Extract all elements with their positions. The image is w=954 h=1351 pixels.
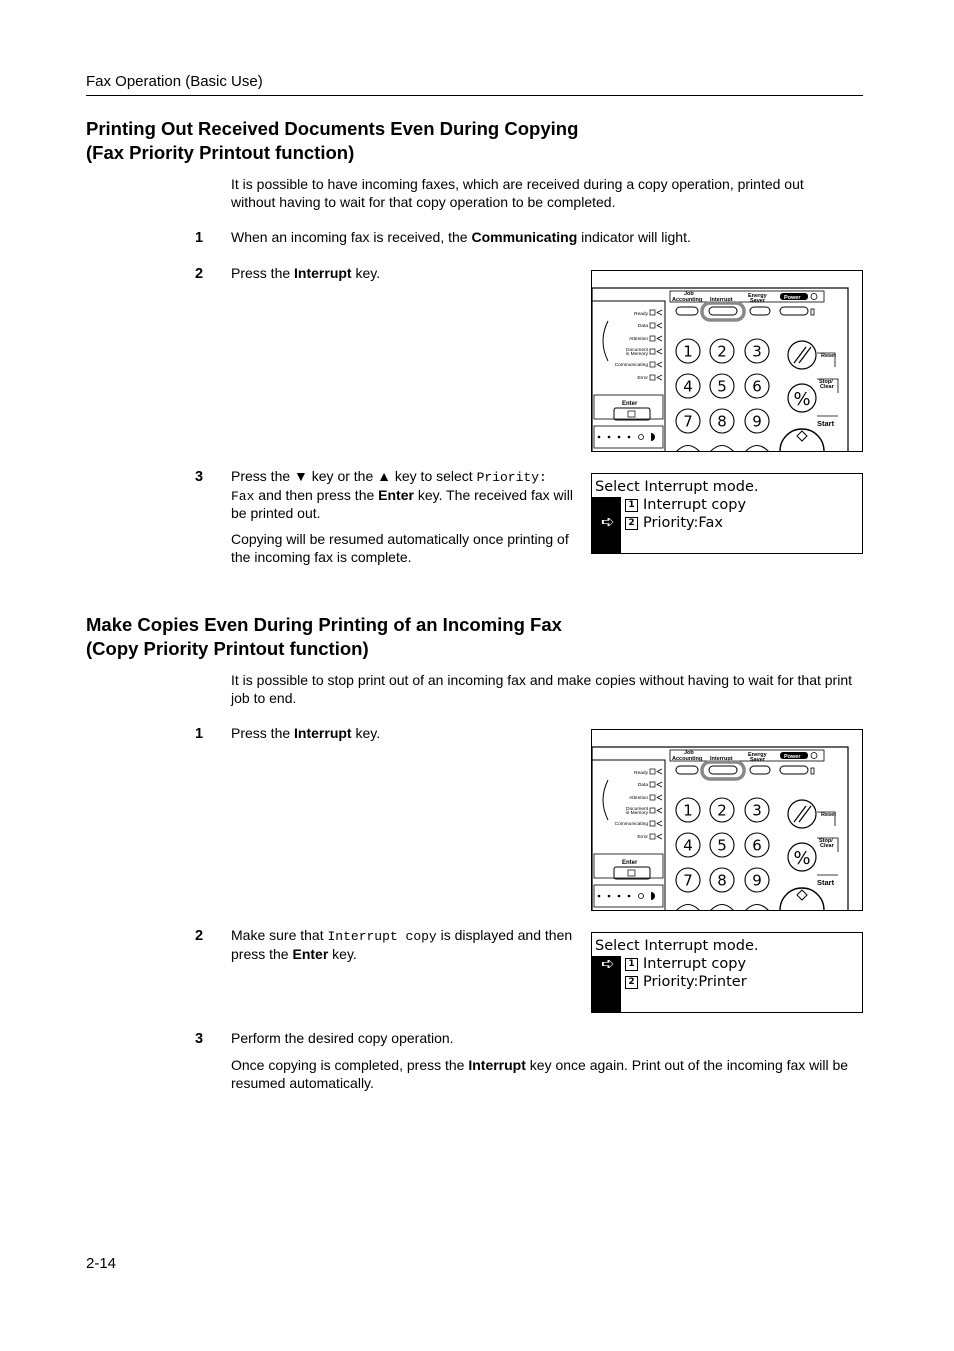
indicator-label: Error bbox=[637, 376, 648, 381]
keypad-digit: 3 bbox=[752, 342, 762, 361]
indicator-arrow-icon bbox=[657, 336, 662, 341]
indicator-arrow-icon bbox=[657, 808, 662, 813]
keypad-key-partial bbox=[710, 905, 734, 911]
panel-label: Energy bbox=[748, 293, 767, 299]
interrupt-key-highlight bbox=[702, 762, 744, 779]
power-icon bbox=[811, 753, 817, 759]
cursor-dot bbox=[628, 895, 631, 898]
header-rule bbox=[86, 95, 863, 96]
indicator-panel bbox=[592, 301, 665, 451]
step-text: When an incoming fax is received, the Communicating indicator will light. bbox=[231, 229, 691, 245]
indicator-lamp-icon bbox=[650, 310, 655, 315]
keypad-digit: 4 bbox=[683, 836, 693, 855]
indicator-label: Ready bbox=[634, 312, 648, 317]
option-number: 1 bbox=[625, 499, 638, 512]
power-indicator bbox=[811, 768, 814, 774]
reset-icon bbox=[794, 347, 811, 363]
indicator-arrow-icon bbox=[657, 310, 662, 315]
indicator-label: Attention bbox=[629, 337, 648, 342]
section2-heading bbox=[86, 613, 562, 661]
enter-key bbox=[614, 867, 650, 879]
keypad-digit: 2 bbox=[717, 342, 727, 361]
stop-label: Stop/ bbox=[819, 838, 833, 844]
step-number: 1 bbox=[195, 726, 204, 742]
keypad-key-partial bbox=[745, 446, 769, 452]
running-header: Fax Operation (Basic Use) bbox=[86, 73, 263, 90]
lcd-display bbox=[591, 473, 863, 554]
lcd-option bbox=[625, 956, 746, 972]
indicator-lamp-icon bbox=[650, 782, 655, 787]
indicator-arrow-icon bbox=[657, 821, 662, 826]
panel-label: Saver bbox=[750, 298, 765, 304]
step-note: Copying will be resumed automatically once printing of the incoming fax is complete. bbox=[231, 531, 569, 565]
indicator-label: Data bbox=[637, 783, 648, 788]
step-note: Once copying is completed, press the Interrupt key once again. Print out of the incoming fax will be resumed automatically. bbox=[231, 1057, 849, 1091]
top-key bbox=[780, 766, 808, 774]
option-label: Priority:Fax bbox=[643, 515, 723, 531]
step-number: 2 bbox=[195, 928, 204, 944]
indicator-lamp-icon bbox=[650, 769, 655, 774]
reset-key bbox=[788, 800, 816, 828]
indicator-lamp-icon bbox=[650, 349, 655, 354]
keypad-digit: 1 bbox=[683, 801, 693, 820]
cursor-dot bbox=[618, 436, 621, 439]
indicator-label: Data bbox=[637, 324, 648, 329]
start-label: Start bbox=[817, 419, 835, 428]
keypad-key-partial bbox=[745, 905, 769, 911]
keypad-digit: 2 bbox=[717, 801, 727, 820]
top-key bbox=[750, 307, 770, 315]
top-key bbox=[709, 307, 737, 315]
indicator-arrow-icon bbox=[657, 362, 662, 367]
selection-arrow-icon: ➪ bbox=[601, 954, 615, 973]
enter-key-area bbox=[594, 395, 663, 419]
option-number: 2 bbox=[625, 976, 638, 989]
indicator-arrow-icon bbox=[657, 834, 662, 839]
lcd-title: Select Interrupt mode. bbox=[595, 938, 759, 954]
clear-label: Clear bbox=[820, 843, 834, 849]
power-label: Power bbox=[784, 754, 801, 760]
enter-key-area bbox=[594, 854, 663, 878]
step-text: Make sure that Interrupt copy is displayed and then press the Enter key. bbox=[231, 927, 573, 962]
indicator-arrow-icon bbox=[657, 782, 662, 787]
page-number: 2-14 bbox=[86, 1255, 117, 1272]
enter-key bbox=[614, 408, 650, 420]
indicator-lamp-icon bbox=[650, 323, 655, 328]
indicator-lamp-icon bbox=[650, 808, 655, 813]
keypad-digit: 1 bbox=[683, 342, 693, 361]
keypad-digit: 8 bbox=[717, 871, 727, 890]
panel-curve bbox=[603, 780, 608, 820]
step-text: Perform the desired copy operation. bbox=[231, 1030, 454, 1046]
section1-heading bbox=[86, 117, 578, 165]
panel-label: Accounting bbox=[672, 297, 703, 303]
top-key bbox=[676, 766, 698, 774]
clear-label: Clear bbox=[820, 384, 834, 390]
keypad-digit: 6 bbox=[752, 377, 762, 396]
keypad-key-partial bbox=[710, 446, 734, 452]
keypad-digit: 7 bbox=[683, 871, 693, 890]
start-key bbox=[780, 888, 824, 910]
option-number: 2 bbox=[625, 517, 638, 530]
top-key bbox=[709, 766, 737, 774]
reset-icon bbox=[794, 806, 811, 822]
indicator-lamp-icon bbox=[650, 821, 655, 826]
keypad-digit: 9 bbox=[752, 871, 762, 890]
enter-label: Enter bbox=[622, 401, 638, 407]
panel-label: Saver bbox=[750, 757, 765, 763]
panel-label: Job bbox=[684, 750, 694, 756]
indicator-lamp-icon bbox=[650, 795, 655, 800]
keypad-key-partial bbox=[676, 905, 700, 911]
control-panel-drawing bbox=[592, 271, 862, 451]
indicator-label: Communicating bbox=[614, 363, 648, 368]
enter-icon bbox=[628, 411, 635, 417]
section2-heading-line1: Make Copies Even During Printing of an Incoming Fax bbox=[86, 614, 562, 635]
control-panel-drawing bbox=[592, 730, 862, 910]
cursor-half-icon bbox=[651, 892, 655, 900]
stop-label: Stop/ bbox=[819, 379, 833, 385]
indicator-arrow-icon bbox=[657, 375, 662, 380]
panel-curve bbox=[603, 321, 608, 361]
top-key bbox=[780, 307, 808, 315]
enter-label: Enter bbox=[622, 860, 638, 866]
interrupt-key-highlight bbox=[702, 303, 744, 320]
indicator-lamp-icon bbox=[650, 336, 655, 341]
lcd-title: Select Interrupt mode. bbox=[595, 479, 759, 495]
control-panel-illustration bbox=[591, 270, 863, 452]
indicator-arrow-icon bbox=[657, 795, 662, 800]
stop-clear-icon: % bbox=[793, 389, 811, 410]
option-label: Interrupt copy bbox=[643, 956, 747, 972]
power-label: Power bbox=[784, 295, 801, 301]
step-number: 1 bbox=[195, 230, 204, 246]
reset-key bbox=[788, 341, 816, 369]
indicator-label: Ready bbox=[634, 771, 648, 776]
start-icon bbox=[797, 890, 807, 900]
indicator-label: Document bbox=[626, 348, 648, 353]
reset-label: Reset bbox=[821, 812, 836, 818]
cursor-dot bbox=[618, 895, 621, 898]
keypad-digit: 9 bbox=[752, 412, 762, 431]
cursor-dot bbox=[598, 436, 601, 439]
cursor-dot bbox=[608, 436, 611, 439]
step-number: 3 bbox=[195, 1031, 204, 1047]
option-number: 1 bbox=[625, 958, 638, 971]
panel-label: Interrupt bbox=[710, 297, 733, 303]
stop-clear-icon: % bbox=[793, 848, 811, 869]
indicator-lamp-icon bbox=[650, 362, 655, 367]
keypad-digit: 4 bbox=[683, 377, 693, 396]
indicator-lamp-icon bbox=[650, 834, 655, 839]
cursor-dot bbox=[608, 895, 611, 898]
indicator-label: Document bbox=[626, 807, 648, 812]
panel-label: Job bbox=[684, 291, 694, 297]
indicator-arrow-icon bbox=[657, 769, 662, 774]
cursor-circle bbox=[639, 894, 644, 899]
keypad-digit: 8 bbox=[717, 412, 727, 431]
lcd-display bbox=[591, 932, 863, 1013]
keypad-digit: 5 bbox=[717, 377, 727, 396]
option-label: Priority:Printer bbox=[643, 974, 747, 990]
indicator-arrow-icon bbox=[657, 323, 662, 328]
cursor-circle bbox=[639, 435, 644, 440]
indicator-label: Attention bbox=[629, 796, 648, 801]
top-key bbox=[676, 307, 698, 315]
panel-label: Energy bbox=[748, 752, 767, 758]
cursor-dot bbox=[628, 436, 631, 439]
start-key bbox=[780, 429, 824, 451]
section1-heading-line1: Printing Out Received Documents Even During Copying bbox=[86, 118, 579, 139]
section2-heading-line2: (Copy Priority Printout function) bbox=[86, 638, 369, 659]
section2-intro: It is possible to stop print out of an incoming fax and make copies without having to wait for that print job to end. bbox=[231, 672, 853, 706]
indicator-lamp-icon bbox=[650, 375, 655, 380]
power-icon bbox=[811, 294, 817, 300]
indicator-label: in Memory bbox=[625, 352, 648, 357]
indicator-panel bbox=[592, 760, 665, 910]
indicator-arrow-icon bbox=[657, 349, 662, 354]
lcd-option bbox=[625, 497, 746, 513]
keypad-digit: 7 bbox=[683, 412, 693, 431]
indicator-label: in Memory bbox=[625, 811, 648, 816]
step-number: 2 bbox=[195, 266, 204, 282]
step-text: Press the Interrupt key. bbox=[231, 725, 381, 741]
step-text: Press the Interrupt key. bbox=[231, 265, 381, 281]
option-label: Interrupt copy bbox=[643, 497, 747, 513]
enter-icon bbox=[628, 870, 635, 876]
lcd-option bbox=[625, 515, 723, 531]
start-label: Start bbox=[817, 878, 835, 887]
indicator-label: Error bbox=[637, 835, 648, 840]
section1-intro: It is possible to have incoming faxes, which are received during a copy operation, printed out without having to wait for that copy operation to be completed. bbox=[231, 176, 804, 210]
keypad-digit: 6 bbox=[752, 836, 762, 855]
start-icon bbox=[797, 431, 807, 441]
top-key bbox=[750, 766, 770, 774]
panel-label: Accounting bbox=[672, 756, 703, 762]
reset-label: Reset bbox=[821, 353, 836, 359]
selection-arrow-icon: ➪ bbox=[601, 512, 615, 531]
indicator-label: Communicating bbox=[614, 822, 648, 827]
cursor-half-icon bbox=[651, 433, 655, 441]
keypad-digit: 3 bbox=[752, 801, 762, 820]
power-indicator bbox=[811, 309, 814, 315]
lcd-option bbox=[625, 974, 747, 990]
section1-heading-line2: (Fax Priority Printout function) bbox=[86, 142, 355, 163]
control-panel-illustration bbox=[591, 729, 863, 911]
panel-label: Interrupt bbox=[710, 756, 733, 762]
cursor-dot bbox=[598, 895, 601, 898]
keypad-key-partial bbox=[676, 446, 700, 452]
keypad-digit: 5 bbox=[717, 836, 727, 855]
step-text: Press the ▼ key or the ▲ key to select Priority: Fax and then press the Enter key. The received fax will be printed out. bbox=[231, 468, 573, 521]
step-number: 3 bbox=[195, 469, 204, 485]
